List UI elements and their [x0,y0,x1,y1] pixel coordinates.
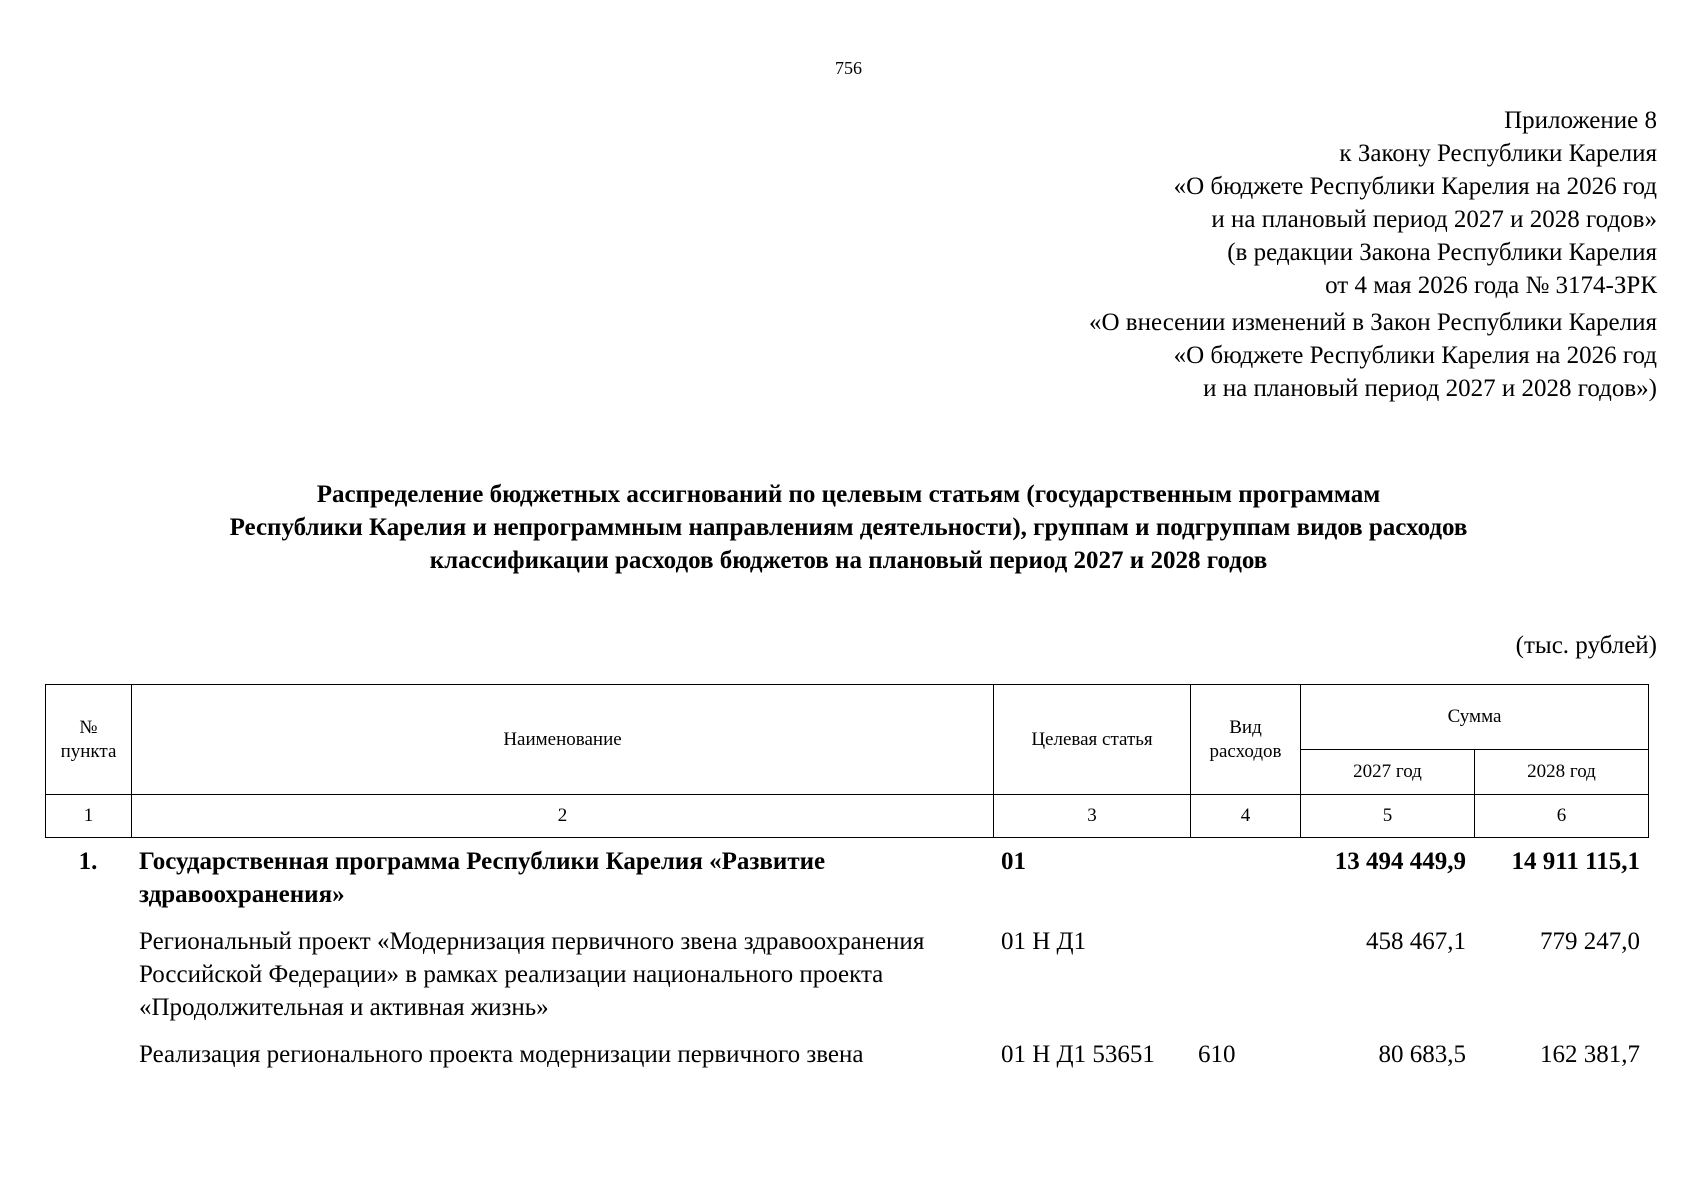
row-type [1190,925,1300,1038]
table-row [45,845,1648,925]
table-body [45,845,1648,1071]
row-number [45,925,131,1038]
row-type [1190,845,1300,925]
column-number: 5 [1301,795,1475,838]
appendix-line: и на плановый период 2027 и 2028 годов» [1211,206,1657,233]
header-target: Целевая статья [994,685,1191,795]
column-number: 2 [132,795,994,838]
row-name: Государственная программа Республики Карелия «Развитие здравоохранения» [139,848,826,908]
units-label: (тыс. рублей) [1515,632,1657,659]
row-name: Региональный проект «Модернизация первичного звена здравоохранения Российской Федерации» в рамках реализации национального проекта «Продолжительная и активная жизнь» [139,928,925,1021]
title-line: Республики Карелия и непрограммным направлениям деятельности), группам и подгруппам видов расходов [229,514,1468,541]
header-sum: Сумма [1301,685,1649,750]
table-row [45,1038,1648,1071]
table-header [45,684,1649,838]
row-target: 01 Н Д1 53651 [1001,1041,1155,1068]
header-name: Наименование [132,685,994,795]
column-number: 6 [1475,795,1649,838]
title-line: Распределение бюджетных ассигнований по целевым статьям (государственным программам [316,481,1381,508]
column-number: 4 [1191,795,1301,838]
row-year-2028: 14 911 115,1 [1511,848,1640,875]
appendix-block [1089,104,1657,405]
row-target: 01 Н Д1 [1001,928,1087,955]
title-line: классификации расходов бюджетов на плановый период 2027 и 2028 годов [429,547,1268,574]
row-year-2028: 779 247,0 [1540,928,1640,955]
row-number: 1. [78,848,98,875]
row-target: 01 [1001,848,1026,875]
row-year-2027: 458 467,1 [1366,928,1466,955]
appendix-line: к Закону Республики Карелия [1339,140,1657,167]
appendix-line: от 4 мая 2026 года № 3174-ЗРК [1325,272,1657,299]
appendix-line: и на плановый период 2027 и 2028 годов») [1203,375,1657,402]
header-type: Вид расходов [1191,685,1301,795]
appendix-line: «О бюджете Республики Карелия на 2026 год [1173,173,1657,200]
row-type: 610 [1198,1041,1236,1068]
page-number: 756 [835,58,862,78]
row-year-2027: 80 683,5 [1378,1041,1466,1068]
row-number [45,1038,131,1071]
document-title [0,478,1697,577]
row-name: Реализация регионального проекта модернизации первичного звена [139,1041,864,1068]
column-number: 3 [994,795,1191,838]
appendix-line: «О бюджете Республики Карелия на 2026 год [1173,342,1657,369]
appendix-line: «О внесении изменений в Закон Республики Карелия [1088,309,1657,336]
header-year-2027: 2027 год [1301,750,1475,795]
header-number: № пункта [46,685,132,795]
row-year-2028: 162 381,7 [1540,1041,1640,1068]
row-year-2027: 13 494 449,9 [1334,848,1466,875]
table-row [45,925,1648,1038]
column-number: 1 [46,795,132,838]
appendix-line: (в редакции Закона Республики Карелия [1227,239,1657,266]
appendix-line: Приложение 8 [1504,107,1657,134]
header-year-2028: 2028 год [1475,750,1649,795]
